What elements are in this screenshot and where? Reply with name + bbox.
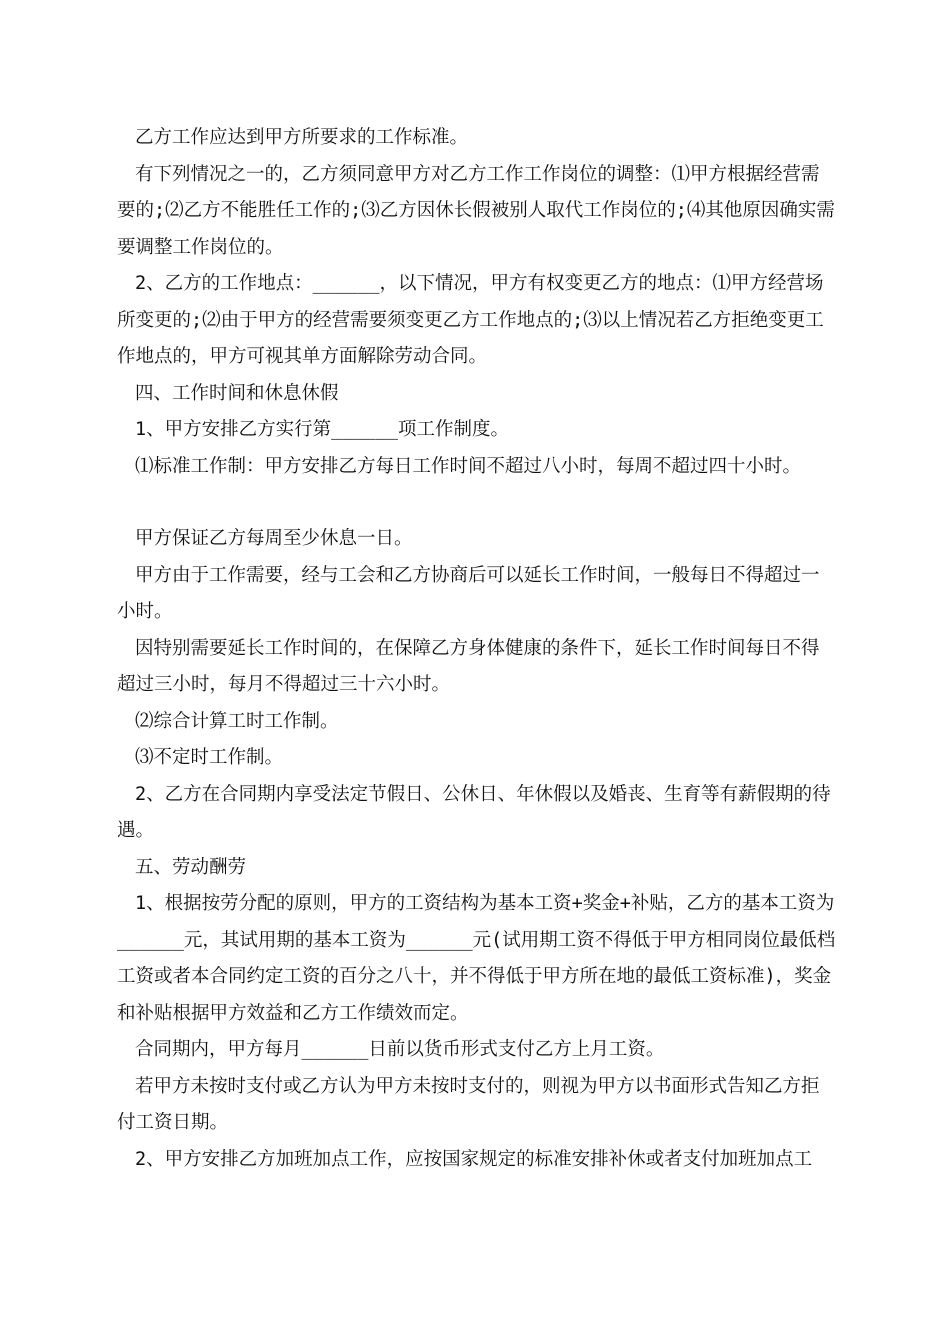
paragraph-work-system: 1、甲方安排乙方实行第______项工作制度。 (135, 419, 509, 440)
paragraph-overtime-general: 甲方由于工作需要，经与工会和乙方协商后可以延长工作时间，一般每日不得超过一小时。 (117, 564, 820, 622)
paragraph-standard-hours: ⑴标准工作制：甲方安排乙方每日工作时间不超过八小时，每周不超过四十小时。 (135, 455, 802, 477)
paragraph-weekly-rest: 甲方保证乙方每周至少休息一日。 (135, 528, 413, 549)
document-body (117, 120, 837, 1178)
paragraph-pay-date: 合同期内，甲方每月______日前以货币形式支付乙方上月工资。 (135, 1039, 665, 1060)
paragraph-work-location: 2、乙方的工作地点：______，以下情况，甲方有权变更乙方的地点：⑴甲方经营场所变更的;⑵由于甲方的经营需要须变更乙方工作地点的;⑶以上情况若乙方拒绝变更工作地点的，甲方可视其单方面解除劳动合同。 (117, 273, 824, 367)
paragraph-overtime-pay: 2、甲方安排乙方加班加点工作，应按国家规定的标准安排补休或者支付加班加点工 (135, 1148, 813, 1170)
paragraph-position-adjustment: 有下列情况之一的，乙方须同意甲方对乙方工作工作岗位的调整：⑴甲方根据经营需要的;⑵乙方不能胜任工作的;⑶乙方因休长假被别人取代工作岗位的;⑷其他原因确实需要调整工作岗位的。 (117, 163, 835, 258)
paragraph-wage-structure: 1、根据按劳分配的原则，甲方的工资结构为基本工资+奖金+补贴，乙方的基本工资为______元，其试用期的基本工资为______元(试用期工资不得低于甲方相同岗位最低档工资或者本合同约定工资的百分之八十，并不得低于甲方所在地的最低工资标准)，奖金和补贴根据甲方效益和乙方工作绩效而定。 (117, 893, 836, 1024)
paragraph-paid-leave: 2、乙方在合同期内享受法定节假日、公休日、年休假以及婚丧、生育等有薪假期的待遇。 (117, 783, 831, 841)
paragraph-overtime-special: 因特别需要延长工作时间的，在保障乙方身体健康的条件下，延长工作时间每日不得超过三小时，每月不得超过三十六小时。 (117, 637, 820, 695)
section-heading-working-hours: 四、工作时间和休息休假 (135, 382, 339, 404)
paragraph-work-standard: 乙方工作应达到甲方所要求的工作标准。 (135, 127, 469, 148)
paragraph-flexible-hours: ⑶不定时工作制。 (135, 747, 284, 768)
paragraph-late-payment: 若甲方未按时支付或乙方认为甲方未按时支付的，则视为甲方以书面形式告知乙方拒付工资日期。 (117, 1075, 820, 1133)
blank-line (117, 485, 837, 521)
section-heading-remuneration: 五、劳动酬劳 (135, 856, 247, 878)
paragraph-comprehensive-hours: ⑵综合计算工时工作制。 (135, 710, 339, 732)
